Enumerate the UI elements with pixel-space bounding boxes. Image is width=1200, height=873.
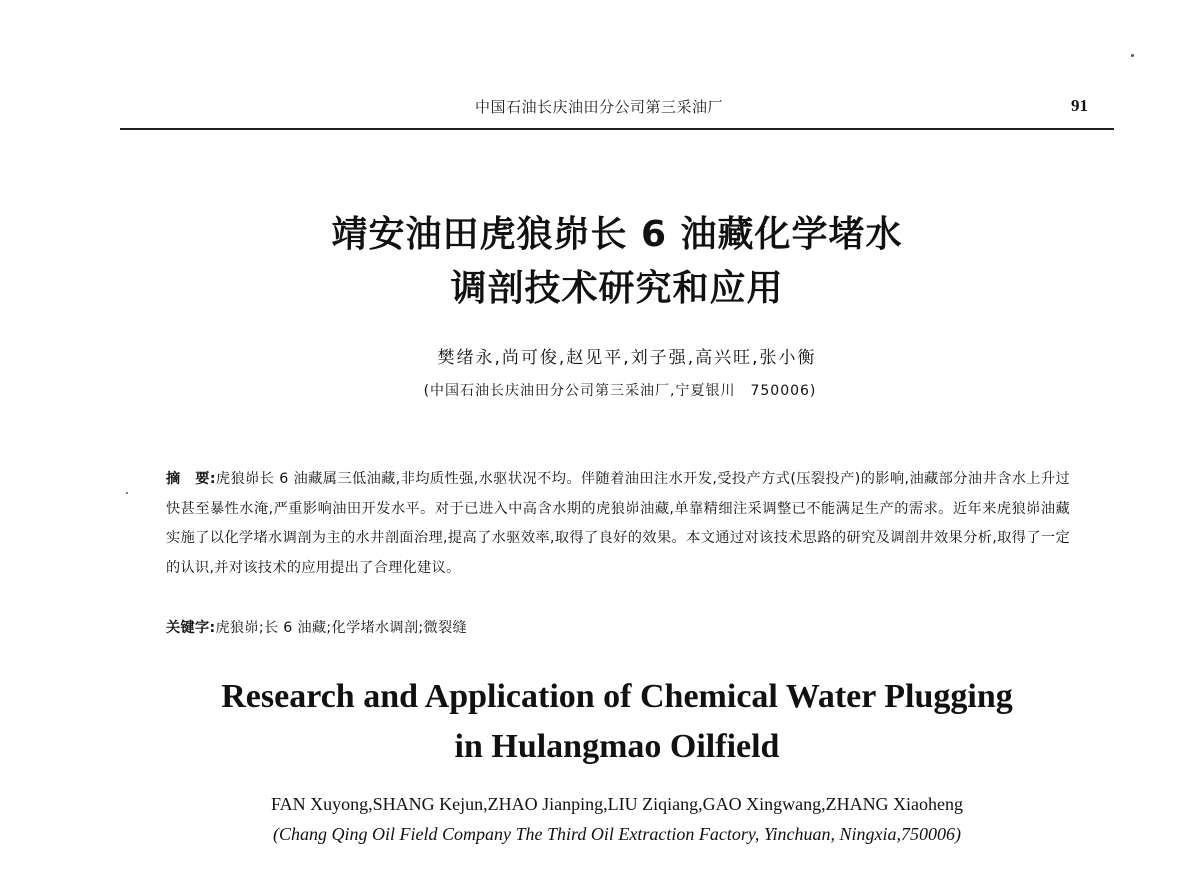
- chinese-affiliation: (中国石油长庆油田分公司第三采油厂,宁夏银川 750006): [423, 383, 817, 399]
- keywords-label: 关键字:: [166, 620, 216, 636]
- abstract-text: 虎狼峁长 6 油藏属三低油藏,非均质性强,水驱状况不均。伴随着油田注水开发,受投产方式(压裂投产)的影响,油藏部分油井含水上升过快甚至暴性水淹,严重影响油田开发水平。对于已进入中高含水期的虎狼峁油藏,单靠精细注采调整已不能满足生产的需求。近年来虎狼峁油藏实施了以化学堵水调剖为主的水井剖面治理,提高了水驱效率,取得了良好的效果。本文通过对该技术思路的研究及调剖井效果分析,取得了一定的认识,并对该技术的应用提出了合理化建议。: [166, 471, 1071, 576]
- chinese-authors: 樊绪永,尚可俊,赵见平,刘子强,高兴旺,张小衡: [437, 348, 817, 368]
- keywords-text: 虎狼峁;长 6 油藏;化学堵水调剖;微裂缝: [215, 620, 467, 636]
- english-title: [0, 672, 1200, 772]
- chinese-keywords: [166, 617, 1070, 637]
- abstract-label: 摘 要:: [166, 471, 216, 487]
- chinese-title-line-2: 调剖技术研究和应用: [450, 268, 784, 309]
- scan-speck-left: [126, 492, 128, 494]
- chinese-title-line-1: 靖安油田虎狼峁长 6 油藏化学堵水: [331, 214, 903, 255]
- chinese-abstract: [166, 465, 1070, 583]
- english-affiliation: (Chang Qing Oil Field Company The Third Oil Extraction Factory, Yinchuan, Ningxia,750006): [273, 824, 961, 844]
- english-title-line-2: in Hulangmao Oilfield: [454, 728, 780, 765]
- english-title-line-1: Research and Application of Chemical Water Plugging: [221, 678, 1013, 715]
- running-header: [120, 96, 1114, 120]
- scan-speck-top-right: [1131, 54, 1134, 57]
- journal-name: 中国石油长庆油田分公司第三采油厂: [475, 98, 724, 116]
- header-rule: [120, 128, 1114, 130]
- chinese-title: [0, 208, 1200, 316]
- english-authors: FAN Xuyong,SHANG Kejun,ZHAO Jianping,LIU Ziqiang,GAO Xingwang,ZHANG Xiaoheng: [270, 794, 964, 814]
- page-number: 91: [1071, 96, 1088, 115]
